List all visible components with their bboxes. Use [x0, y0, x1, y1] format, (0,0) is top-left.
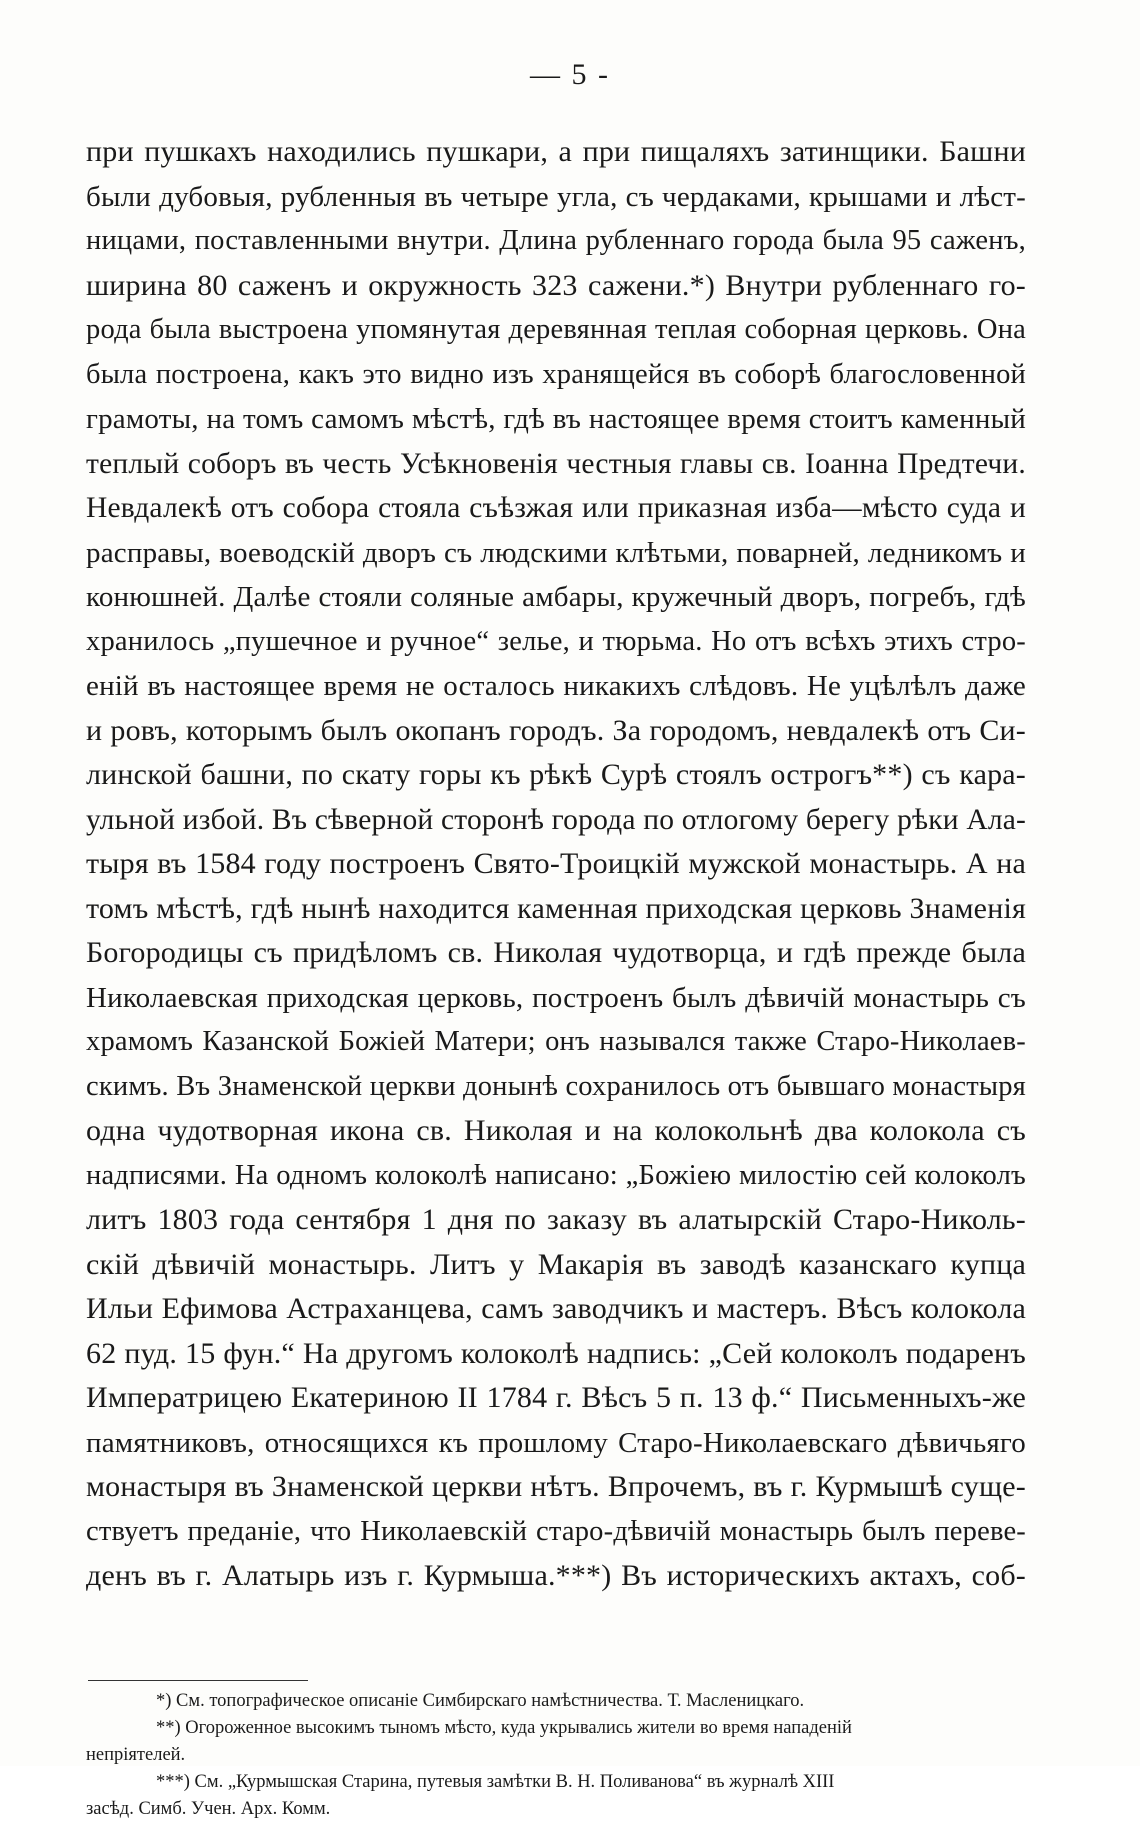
- footnote-divider: [88, 1680, 308, 1681]
- text-line: Императрицею Екатериною II 1784 г. Вѣсъ 5 п. 13 ф.“ Письменныхъ-же: [86, 1381, 1026, 1414]
- text-line: ницами, поставленными внутри. Длина рубленнаго города была 95 саженъ,: [86, 225, 1026, 256]
- footnote-continuation: засѣд. Симб. Учен. Арх. Комм.: [86, 1799, 331, 1819]
- text-line: денъ въ г. Алатырь изъ г. Курмыша.***) Въ историческихъ актахъ, соб-: [86, 1559, 1026, 1592]
- text-line: памятниковъ, относящихся къ прошлому Старо-Николаевскаго дѣвичьяго: [86, 1426, 1026, 1459]
- text-line: Невдалекѣ отъ собора стояла съѣзжая или приказная изба—мѣсто суда и: [86, 492, 1026, 524]
- text-line: конюшней. Далѣе стояли соляные амбары, кружечный дворъ, погребъ, гдѣ: [86, 581, 1026, 613]
- footnotes: [86, 1688, 1026, 1823]
- footnote: **) Огороженное высокимъ тыномъ мѣсто, куда укрывались жители во время нападеній: [156, 1718, 852, 1738]
- text-line: и ровъ, которымъ былъ окопанъ городъ. За городомъ, невдалекѣ отъ Си-: [86, 713, 1026, 747]
- text-line: была построена, какъ это видно изъ хранящейся въ соборѣ благословенной: [86, 358, 1026, 390]
- text-line: Ильи Ефимова Астраханцева, самъ заводчикъ и мастеръ. Вѣсъ колокола: [86, 1292, 1026, 1325]
- footnote-continuation: непріятелей.: [86, 1745, 186, 1765]
- text-line: томъ мѣстѣ, гдѣ нынѣ находится каменная приходская церковь Знаменія: [86, 891, 1026, 925]
- text-line: одна чудотворная икона св. Николая и на колокольнѣ два колокола съ: [86, 1114, 1026, 1147]
- text-line: грамоты, на томъ самомъ мѣстѣ, гдѣ въ настоящее время стоитъ каменный: [86, 403, 1026, 435]
- text-line: храмомъ Казанской Божіей Матери; онъ назывался также Старо-Николаев-: [86, 1026, 1026, 1057]
- text-line: хранилось „пушечное и ручное“ зелье, и тюрьма. Но отъ всѣхъ этихъ стро-: [86, 625, 1026, 657]
- text-line: Богородицы съ придѣломъ св. Николая чудотворца, и гдѣ прежде была: [86, 936, 1026, 969]
- text-line: тыря въ 1584 году построенъ Свято-Троицкій мужской монастырь. А на: [86, 847, 1026, 880]
- footnote: *) См. топографическое описаніе Симбирскаго намѣстничества. Т. Масленицкаго.: [156, 1691, 805, 1711]
- text-line: надписями. На одномъ колоколѣ написано: „Божіею милостію сей колоколъ: [86, 1159, 1026, 1191]
- text-line: при пушкахъ находились пушкари, а при пищаляхъ затинщики. Башни: [86, 135, 1026, 168]
- footnote: ***) См. „Курмышская Старина, путевыя замѣтки В. Н. Поливанова“ въ журналѣ XIII: [156, 1772, 835, 1792]
- text-line: скимъ. Въ Знаменской церкви донынѣ сохранилось отъ бывшаго монастыря: [86, 1070, 1026, 1102]
- text-line: линской башни, по скату горы къ рѣкѣ Сурѣ стоялъ острогъ**) съ кара-: [86, 758, 1026, 791]
- text-line: литъ 1803 года сентября 1 дня по заказу въ алатырскій Старо-Николь-: [86, 1203, 1026, 1236]
- text-line: рода была выстроена упомянутая деревянная теплая соборная церковь. Она: [86, 314, 1026, 345]
- text-line: еній въ настоящее время не осталось никакихъ слѣдовъ. Не уцѣлѣлъ даже: [86, 670, 1026, 702]
- body-text: [86, 130, 1026, 1599]
- text-line: Николаевская приходская церковь, построенъ былъ дѣвичій монастырь съ: [86, 981, 1026, 1014]
- text-line: 62 пуд. 15 фун.“ На другомъ колоколѣ надпись: „Сей колоколъ подаренъ: [86, 1336, 1026, 1370]
- text-line: монастыря въ Знаменской церкви нѣтъ. Впрочемъ, въ г. Курмышѣ суще-: [86, 1470, 1026, 1503]
- text-line: были дубовыя, рубленныя въ четыре угла, съ чердаками, крышами и лѣст-: [86, 180, 1026, 213]
- text-line: расправы, воеводскій дворъ съ людскими клѣтьми, поварней, ледникомъ и: [86, 536, 1026, 569]
- text-line: ствуетъ преданіе, что Николаевскій старо-дѣвичій монастырь былъ переве-: [86, 1515, 1026, 1547]
- text-line: ширина 80 саженъ и окружность 323 сажени.*) Внутри рубленнаго го-: [86, 268, 1026, 302]
- text-line: теплый соборъ въ честь Усѣкновенія честныя главы св. Іоанна Предтечи.: [86, 447, 1026, 480]
- text-line: ульной избой. Въ сѣверной сторонѣ города по отлогому берегу рѣки Ала-: [86, 803, 1027, 836]
- page-number: — 5 -: [530, 58, 610, 91]
- text-line: скій дѣвичій монастырь. Литъ у Макарія въ заводѣ казанскаго купца: [86, 1247, 1026, 1281]
